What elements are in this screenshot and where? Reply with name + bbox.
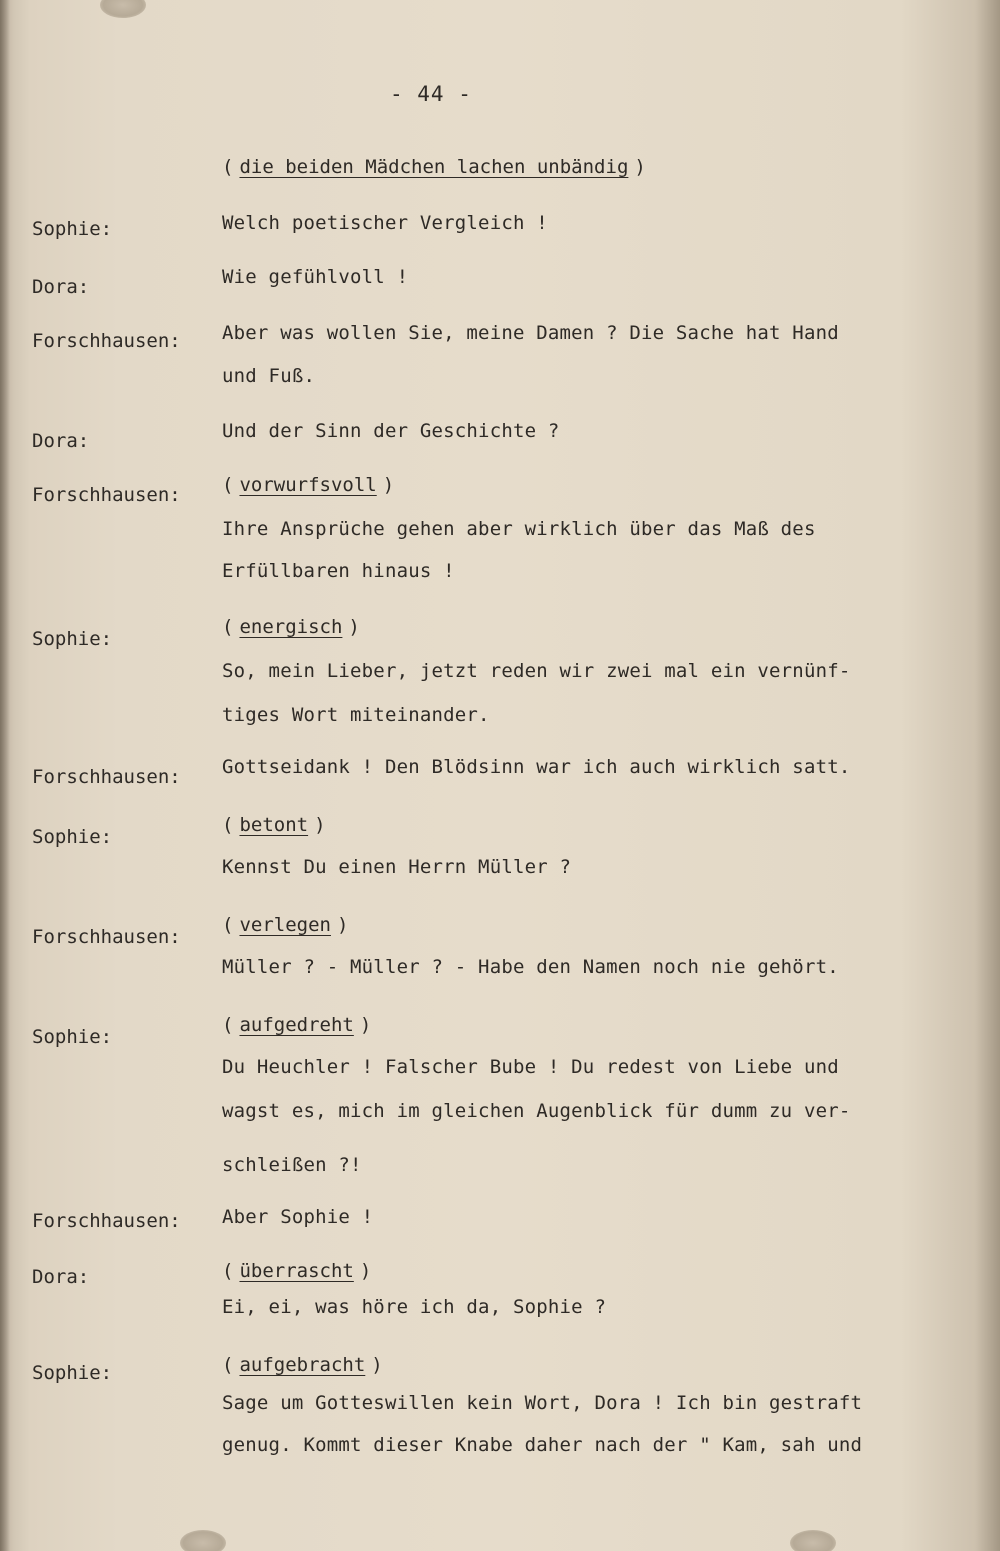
speaker-label: Sophie: [32,826,113,848]
stage-direction-text: die beiden Mädchen lachen unbändig [239,156,629,178]
speaker-label: Sophie: [32,1026,113,1048]
dialogue-line: Wie gefühlvoll ! [222,266,409,288]
stage-direction: ( überrascht ) [222,1260,372,1282]
dialogue-line: Müller ? - Müller ? - Habe den Namen noch nie gehört. [222,956,839,978]
stage-direction: ( energisch ) [222,616,360,638]
dialogue-line: Gottseidank ! Den Blödsinn war ich auch wirklich satt. [222,756,851,778]
dialogue-line: schleißen ?! [222,1154,362,1176]
speaker-label: Sophie: [32,1362,113,1384]
dialogue-line: Sage um Gotteswillen kein Wort, Dora ! Ich bin gestraft [222,1392,863,1414]
page-number: - 44 - [390,82,472,106]
dialogue-line: Ihre Ansprüche gehen aber wirklich über das Maß des [222,518,816,540]
punch-hole-bottom-right [790,1530,836,1551]
dialogue-line: wagst es, mich im gleichen Augenblick für dumm zu ver- [222,1100,851,1122]
speaker-label: Forschhausen: [32,1210,181,1232]
speaker-label: Forschhausen: [32,766,181,788]
stage-direction-text: aufgebracht [239,1354,366,1376]
dialogue-line: tiges Wort miteinander. [222,704,490,726]
dialogue-line: Erfüllbaren hinaus ! [222,560,455,582]
speaker-label: Forschhausen: [32,330,181,352]
stage-direction-text: überrascht [239,1260,354,1282]
stage-direction-text: aufgedreht [239,1014,354,1036]
speaker-label: Dora: [32,430,90,452]
stage-direction-text: vorwurfsvoll [239,474,377,496]
speaker-label: Sophie: [32,628,113,650]
stage-direction: ( aufgebracht ) [222,1354,383,1376]
speaker-label: Forschhausen: [32,926,181,948]
dialogue-line: Du Heuchler ! Falscher Bube ! Du redest von Liebe und [222,1056,839,1078]
speaker-label: Dora: [32,1266,90,1288]
stage-direction-text: energisch [239,616,343,638]
stage-direction-text: verlegen [239,914,331,936]
stage-direction: ( verlegen ) [222,914,349,936]
stage-direction: ( betont ) [222,814,326,836]
dialogue-line: und Fuß. [222,365,316,387]
stage-direction: ( aufgedreht ) [222,1014,372,1036]
punch-hole-bottom-left [180,1530,226,1551]
dialogue-line: Und der Sinn der Geschichte ? [222,420,560,442]
speaker-label: Forschhausen: [32,484,181,506]
binding-shadow [0,0,10,1551]
dialogue-line: Aber was wollen Sie, meine Damen ? Die Sache hat Hand [222,322,839,344]
stage-direction-text: betont [239,814,309,836]
dialogue-line: Welch poetischer Vergleich ! [222,212,548,234]
dialogue-line: Aber Sophie ! [222,1206,374,1228]
punch-hole-top [100,0,146,18]
stage-direction: ( vorwurfsvoll ) [222,474,395,496]
speaker-label: Sophie: [32,218,113,240]
dialogue-line: genug. Kommt dieser Knabe daher nach der " Kam, sah und [222,1434,863,1456]
stage-direction-opening: ( die beiden Mädchen lachen unbändig ) [222,156,646,178]
speaker-label: Dora: [32,276,90,298]
dialogue-line: Kennst Du einen Herrn Müller ? [222,856,572,878]
dialogue-line: So, mein Lieber, jetzt reden wir zwei mal ein vernünf- [222,660,851,682]
dialogue-line: Ei, ei, was höre ich da, Sophie ? [222,1296,607,1318]
